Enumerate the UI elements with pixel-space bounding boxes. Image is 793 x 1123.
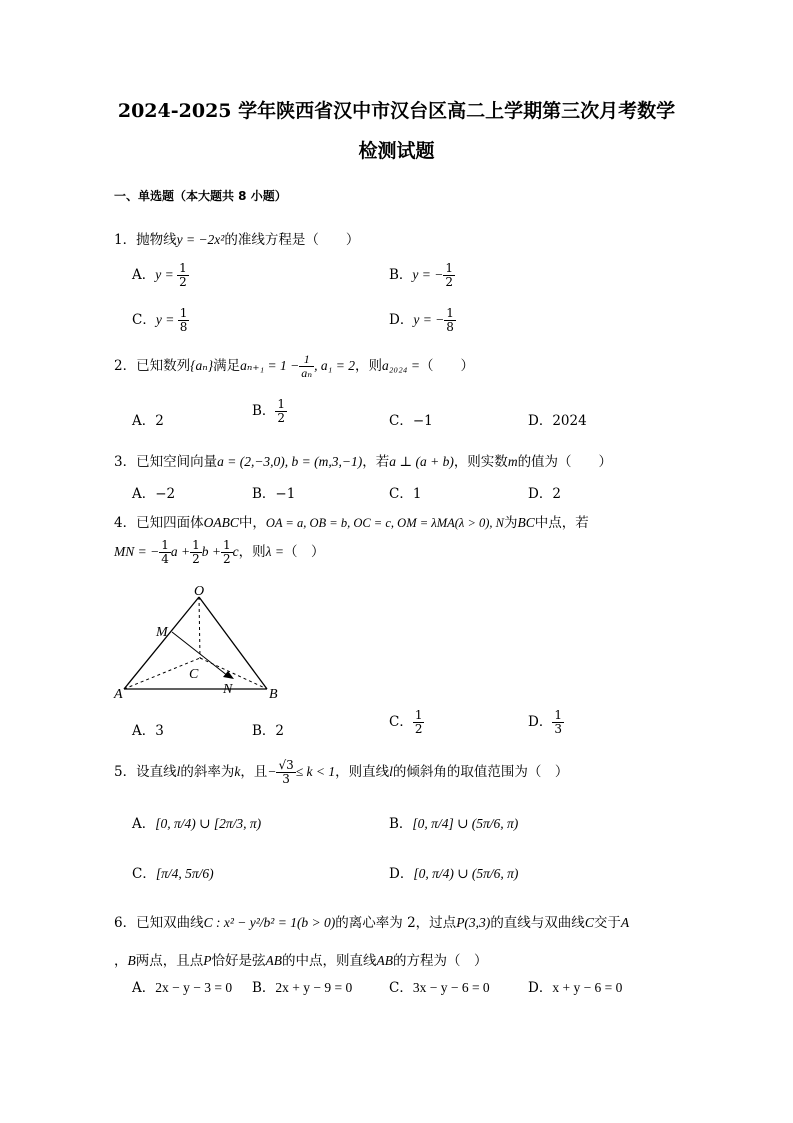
q4-option-a[interactable]: A．3	[132, 723, 164, 739]
question-6-line-1: 6．已知双曲线C : x² − y²/b² = 1(b > 0)的离心率为 2，过点P(3,3)的直线与双曲线C交于A	[114, 915, 630, 931]
question-1	[114, 228, 359, 248]
label-c: C	[189, 667, 199, 682]
q6-option-b[interactable]: B．2x + y − 9 = 0	[252, 980, 353, 996]
fraction: $\frac{1}{2}$	[223, 538, 231, 566]
fraction: $\frac{1}{8}$	[446, 306, 454, 334]
q1-option-c[interactable]: C．y = $\frac{1}{8}$	[132, 306, 188, 334]
q1-option-a[interactable]: A．y = $\frac{1}{2}$	[132, 261, 187, 289]
question-1-prefix: 1．抛物线	[114, 232, 177, 248]
question-5: 5．设直线l的斜率为k，且− $\frac{√3}{3}$ ≤ k < 1，则直线l的倾斜角的取值范围为（ ）	[114, 758, 569, 786]
question-3: 3．已知空间向量a = (2,−3,0), b = (m,3,−1)，若a ⊥ (a + b)，则实数m的值为（ ）	[114, 454, 613, 470]
q6-option-a[interactable]: A．2x − y − 3 = 0	[132, 980, 233, 996]
q2-option-a[interactable]: A．2	[132, 413, 164, 429]
q2-option-c[interactable]: C．−1	[389, 413, 433, 429]
q4-option-c[interactable]: C． $\frac{1}{2}$	[389, 708, 423, 736]
fraction: $\frac{1}{3}$	[554, 708, 562, 736]
q3-option-c[interactable]: C．1	[389, 486, 422, 502]
vector-mn	[172, 632, 228, 676]
label-m: M	[156, 625, 168, 640]
q3-option-a[interactable]: A．−2	[132, 486, 176, 502]
tetrahedron-diagram	[110, 582, 290, 702]
q3-option-b[interactable]: B．−1	[252, 486, 296, 502]
fraction: $\frac{√3}{3}$	[278, 758, 294, 786]
fraction: $\frac{1}{2}$	[414, 708, 423, 736]
question-6-line-2: ，B两点，且点P恰好是弦AB的中点，则直线AB的方程为（ ）	[114, 953, 488, 969]
q5-option-d[interactable]: D．[0, π/4) ∪ (5π/6, π)	[389, 866, 519, 882]
q1-option-d[interactable]: D．y = − $\frac{1}{8}$	[389, 306, 454, 334]
section-heading: 一、单选题（本大题共 8 小题）	[114, 189, 287, 203]
q5-option-c[interactable]: C．[π/4, 5π/6)	[132, 866, 214, 882]
fraction: $\frac{1}{2}$	[445, 261, 454, 289]
q6-option-d[interactable]: D．x + y − 6 = 0	[528, 980, 623, 996]
edge-cb	[200, 658, 267, 689]
label-o: O	[194, 584, 205, 599]
q3-option-d[interactable]: D．2	[528, 486, 561, 502]
question-2: 2．已知数列{aₙ}满足aₙ₊₁ = 1 − $\frac{1}{\text{aₙ}}$ , a₁ = 2，则a₂₀₂₄ =（ ）	[114, 352, 474, 380]
q5-option-b[interactable]: B．[0, π/4] ∪ (5π/6, π)	[389, 816, 519, 832]
label-n: N	[223, 682, 233, 697]
label-a: A	[114, 687, 123, 702]
page-title-line-2: 检测试题	[358, 140, 435, 162]
q6-option-c[interactable]: C．3x − y − 6 = 0	[389, 980, 490, 996]
edge-oc	[199, 597, 200, 658]
arrow-head-icon	[223, 671, 234, 679]
fraction: $\frac{1}{2}$	[179, 261, 187, 289]
question-1-suffix: 的准线方程是（ ）	[224, 232, 360, 248]
page-title-line-1: 2024-2025 学年陕西省汉中市汉台区高二上学期第三次月考数学	[117, 100, 676, 122]
question-4-line-1: 4．已知四面体OABC中，OA = a, OB = b, OC = c, OM = λMA(λ > 0), N为BC中点，若	[114, 515, 589, 531]
question-4-line-2: MN = − $\frac{1}{4}$ a + $\frac{1}{2}$ b + $\frac{1}{2}$ c，则λ =（ ）	[114, 538, 325, 566]
q4-option-b[interactable]: B．2	[252, 723, 285, 739]
q2-option-b[interactable]: B． $\frac{1}{2}$	[252, 397, 286, 425]
question-1-expression: y = −2x²	[176, 232, 225, 247]
fraction: $\frac{1}{2}$	[277, 397, 286, 425]
edge-ob	[199, 597, 267, 689]
q2-option-d[interactable]: D．2024	[528, 413, 587, 429]
fraction: $\frac{1}{2}$	[192, 538, 200, 566]
q5-option-a[interactable]: A．[0, π/4) ∪ [2π/3, π)	[132, 816, 262, 832]
fraction: $\frac{1}{\text{aₙ}}$	[301, 352, 313, 380]
fraction: $\frac{1}{4}$	[161, 538, 169, 566]
q1-option-b[interactable]: B．y = − $\frac{1}{2}$	[389, 261, 454, 289]
q4-option-d[interactable]: D． $\frac{1}{3}$	[528, 708, 562, 736]
edge-oa	[124, 597, 199, 689]
fraction: $\frac{1}{8}$	[179, 306, 188, 334]
label-b: B	[269, 687, 278, 702]
